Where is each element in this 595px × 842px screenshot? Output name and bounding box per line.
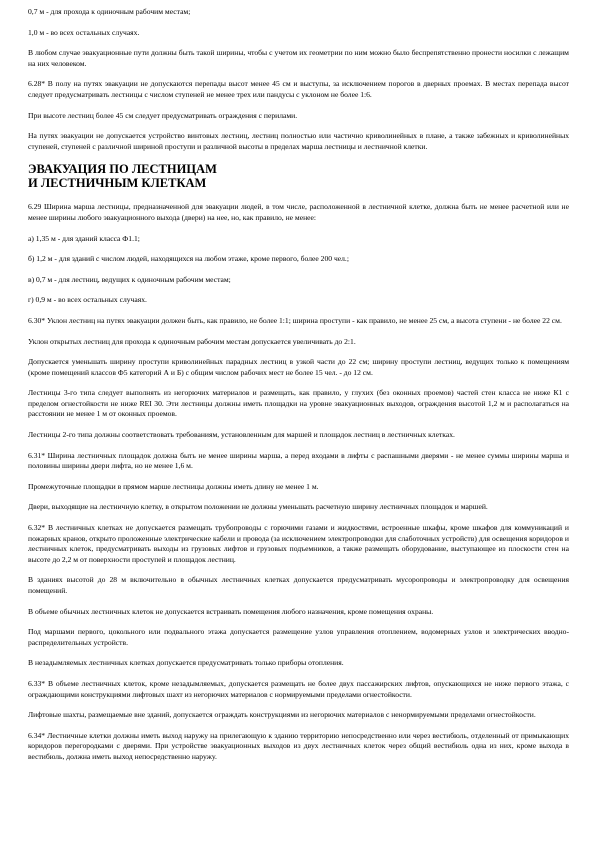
section-heading-line: И ЛЕСТНИЧНЫМ КЛЕТКАМ <box>28 176 207 191</box>
paragraph: Двери, выходящие на лестничную клетку, в открытом положении не должны уменьшать расчетную ширину лестничных площадок и маршей. <box>28 502 488 512</box>
paragraph: В зданиях высотой до 28 м включительно в обычных лестничных клетках допускается предусматривать мусоропроводы и электропроводку для освещения помещений. <box>28 575 569 595</box>
paragraph: а) 1,35 м - для зданий класса Ф1.1; <box>28 233 140 243</box>
paragraph: В объеме обычных лестничных клеток не допускается встраивать помещения любого назначения, кроме помещения охраны. <box>28 606 434 616</box>
paragraph: 1,0 м - во всех остальных случаях. <box>28 27 140 37</box>
paragraph: Допускается уменьшать ширину проступи криволинейных парадных лестниц в узкой части до 22 см; ширину проступи лестниц, ведущих только к помещениям (кроме помещений классов Ф5 категорий А и Б) с общим числом рабочих мест не более 15 чел. - до 12 см. <box>28 357 569 377</box>
paragraph: 6.28* В полу на путях эвакуации не допускаются перепады высот менее 45 см и выступы, за исключением порогов в дверных проемах. В местах перепада высот следует предусматривать лестницы с числом ступеней не менее трех или пандусы с уклоном не более 1:6. <box>28 79 569 99</box>
paragraph: Лестницы 2-го типа должны соответствовать требованиям, установленным для маршей и площадок лестниц в лестничных клетках. <box>28 430 455 440</box>
paragraph: 6.34* Лестничные клетки должны иметь выход наружу на прилегающую к зданию территорию непосредственно или через вестибюль, отделенный от примыкающих коридоров перегородками с дверями. При устройстве эвакуационных выходов из двух лестничных клеток через общий вестибюль одна из них, кроме выхода в вестибюль, должна иметь выход непосредственно наружу. <box>28 730 569 761</box>
paragraph: 6.30* Уклон лестниц на путях эвакуации должен быть, как правило, не более 1:1; ширина проступи - как правило, не менее 25 см, а высота ступени - не более 22 см. <box>28 315 562 325</box>
paragraph: б) 1,2 м - для зданий с числом людей, находящихся на любом этаже, кроме первого, более 200 чел.; <box>28 254 349 264</box>
paragraph: в) 0,7 м - для лестниц, ведущих к одиночным рабочим местам; <box>28 274 231 284</box>
paragraph: г) 0,9 м - во всех остальных случаях. <box>28 295 147 305</box>
section-heading-line: ЭВАКУАЦИЯ ПО ЛЕСТНИЦАМ <box>28 162 217 177</box>
paragraph: При высоте лестниц более 45 см следует предусматривать ограждения с перилами. <box>28 110 298 120</box>
paragraph: 6.32* В лестничных клетках не допускается размещать трубопроводы с горючими газами и жидкостями, встроенные шкафы, кроме шкафов для коммуникаций и пожарных кранов, открыто проложенные электрические кабели и провода (за исключением электропроводки для слаботочных устройств) для освещения коридоров и лестничных клеток, предусматривать выходы из грузовых лифтов и грузовых подъемников, а также размещать оборудование, выступающее из плоскости стен на высоте до 2,2 м от поверхности проступей и площадок лестниц. <box>28 523 569 564</box>
paragraph: Промежуточные площадки в прямом марше лестницы должны иметь длину не менее 1 м. <box>28 481 319 491</box>
document-body <box>28 7 569 773</box>
paragraph: Лестницы 3-го типа следует выполнять из негорючих материалов и размещать, как правило, у глухих (без оконных проемов) частей стен класса не ниже К1 с пределом огнестойкости не ниже REI 30. Эти лестницы должны иметь площадки на уровне эвакуационных выходов, ограждения высотой 1,2 м и располагаться на расстоянии не менее 1 м от оконных проемов. <box>28 388 569 419</box>
paragraph: Под маршами первого, цокольного или подвального этажа допускается размещение узлов управления отоплением, водомерных узлов и электрических вводно-распределительных устройств. <box>28 627 569 647</box>
paragraph: 6.29 Ширина марша лестницы, предназначенной для эвакуации людей, в том числе, расположенной в лестничной клетке, должна быть не менее расчетной или не менее ширины любого эвакуационного выхода (двери) на нее, но, как правило, не менее: <box>28 202 569 222</box>
paragraph: 6.33* В объеме лестничных клеток, кроме незадымляемых, допускается размещать не более двух пассажирских лифтов, опускающихся не ниже первого этажа, с ограждающими конструкциями лифтовых шахт из негорючих материалов с нормируемыми пределами огнестойкости. <box>28 678 569 699</box>
paragraph: Лифтовые шахты, размещаемые вне зданий, допускается ограждать конструкциями из негорючих материалов с ненормируемыми пределами огнестойкости. <box>28 710 536 720</box>
paragraph: 0,7 м - для прохода к одиночным рабочим местам; <box>28 7 191 16</box>
paragraph: 6.31* Ширина лестничных площадок должна быть не менее ширины марша, а перед входами в лифты с распашными дверями - не менее суммы ширины марша и половины ширины двери лифта, но не менее 1,6 м. <box>28 450 569 471</box>
section-heading <box>28 162 569 190</box>
paragraph: В любом случае эвакуационные пути должны быть такой ширины, чтобы с учетом их геометрии по ним можно было беспрепятственно пронести носилки с лежащим на них человеком. <box>28 48 569 68</box>
paragraph: В незадымляемых лестничных клетках допускается предусматривать только приборы отопления. <box>28 658 344 668</box>
paragraph: На путях эвакуации не допускается устройство винтовых лестниц, лестниц полностью или частично криволинейных в плане, а также забежных и криволинейных ступеней, ступеней с различной шириной проступи и различной высоты в пределах марша лестницы и лестничной клетки. <box>28 131 569 151</box>
paragraph: Уклон открытых лестниц для прохода к одиночным рабочим местам допускается увеличивать до 2:1. <box>28 336 356 346</box>
